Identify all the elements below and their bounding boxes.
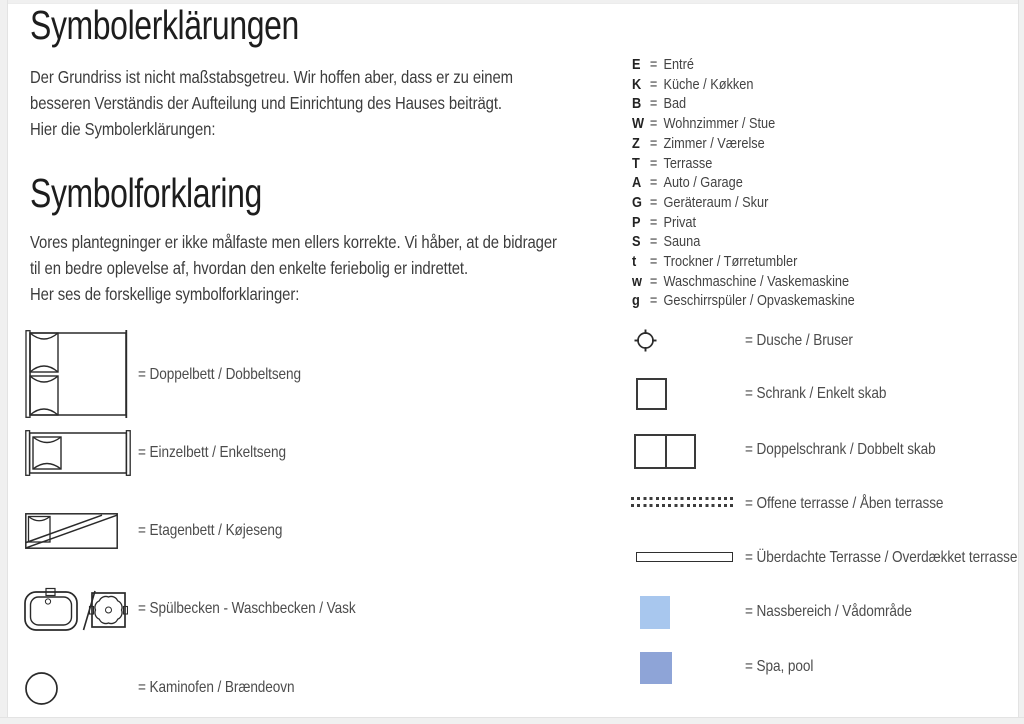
room-code-label: Privat [663, 213, 697, 231]
legend-label-open-terrace: = Offene terrasse / Åben terrasse [745, 495, 944, 512]
equals-sign: = [649, 213, 658, 231]
room-code-letter: E [632, 56, 641, 73]
room-code-letter: K [632, 75, 642, 93]
open-terrace-icon [631, 497, 734, 507]
room-code-row [632, 252, 855, 272]
room-code-label: Geschirrspüler / Opvaskemaskine [663, 292, 855, 310]
room-code-letter: g [632, 292, 640, 310]
german-intro-line: Der Grundriss ist nicht maßstabsgetreu. Wir hoffen aber, dass er zu einem [30, 67, 513, 87]
double-closet-icon [634, 434, 696, 469]
room-code-label: Waschmaschine / Vaskemaskine [663, 272, 850, 290]
legend-label-covered-terrace: = Überdachte Terrasse / Overdækket terrasse [745, 549, 1018, 566]
room-code-letter: A [632, 174, 642, 192]
page-edge-left [0, 0, 8, 724]
page-edge-bottom [0, 717, 1024, 724]
room-code-letter: Z [632, 134, 640, 152]
danish-intro-line: til en bedre oplevelse af, hvordan den enkelte feriebolig er indrettet. [30, 258, 469, 278]
single-bed-icon [25, 430, 131, 476]
danish-intro-line: Her ses de forskellige symbolforklaringer: [30, 284, 300, 304]
legend-label-double-closet: = Doppelschrank / Dobbelt skab [745, 441, 936, 458]
equals-sign: = [649, 253, 658, 271]
room-code-row [632, 232, 855, 252]
equals-sign: = [649, 292, 658, 310]
wood-stove-icon [24, 671, 60, 707]
equals-sign: = [649, 272, 658, 290]
page-edge-right [1018, 0, 1024, 724]
room-code-letter: B [632, 95, 642, 113]
room-code-row [632, 173, 855, 193]
legend-label-single-bed: = Einzelbett / Enkeltseng [138, 444, 286, 461]
equals-sign: = [649, 154, 658, 172]
room-code-letter: t [632, 253, 637, 271]
room-code-row [632, 272, 855, 292]
room-code-label: Sauna [663, 233, 701, 251]
legend-label-bunk-bed: = Etagenbett / Køjeseng [138, 522, 283, 539]
double-bed-icon [25, 330, 128, 418]
legend-label-shower: = Dusche / Bruser [745, 332, 853, 349]
legend-label-wood-stove: = Kaminofen / Brændeovn [138, 679, 295, 696]
room-code-row [632, 94, 855, 114]
room-code-list [632, 55, 855, 311]
bunk-bed-icon [25, 513, 118, 549]
legend-label-sink: = Spülbecken - Waschbecken / Vask [138, 600, 356, 617]
room-code-label: Entré [663, 56, 694, 73]
german-intro-line: besseren Verständis der Aufteilung und Einrichtung des Hauses beiträgt. [30, 93, 502, 113]
equals-sign: = [649, 56, 658, 73]
legend-label-single-closet: = Schrank / Enkelt skab [745, 385, 887, 402]
legend-label-wet-area: = Nassbereich / Vådområde [745, 603, 912, 620]
danish-intro [30, 229, 557, 307]
room-code-letter: S [632, 233, 641, 251]
room-code-letter: P [632, 213, 641, 231]
room-code-row [632, 55, 855, 75]
equals-sign: = [649, 233, 658, 251]
closet-divider [665, 436, 667, 467]
room-code-row [632, 154, 855, 174]
room-code-row [632, 291, 855, 311]
room-code-row [632, 193, 855, 213]
room-code-row [632, 213, 855, 233]
room-code-label: Bad [663, 95, 687, 113]
room-code-label: Küche / Køkken [663, 75, 754, 93]
dotted-line [631, 497, 734, 500]
room-code-label: Auto / Garage [663, 174, 743, 192]
room-code-label: Geräteraum / Skur [663, 193, 769, 211]
room-code-row [632, 114, 855, 134]
room-code-label: Terrasse [663, 154, 713, 172]
equals-sign: = [649, 95, 658, 113]
room-code-row [632, 75, 855, 95]
room-code-label: Zimmer / Værelse [663, 134, 765, 152]
room-code-letter: T [632, 154, 640, 172]
covered-terrace-icon [636, 552, 733, 562]
room-code-letter: W [632, 115, 645, 133]
equals-sign: = [649, 193, 658, 211]
room-code-label: Trockner / Tørretumbler [663, 253, 798, 271]
equals-sign: = [649, 75, 658, 93]
legend-label-spa-pool: = Spa, pool [745, 658, 814, 675]
german-intro [30, 64, 513, 142]
single-closet-icon [636, 378, 667, 410]
equals-sign: = [649, 174, 658, 192]
room-code-letter: G [632, 193, 642, 211]
legend-label-double-bed: = Doppelbett / Dobbeltseng [138, 366, 302, 383]
dotted-line [631, 504, 734, 507]
german-title: Symbolerklärungen [30, 2, 299, 48]
german-intro-line: Hier die Symbolerklärungen: [30, 119, 216, 139]
sink-washbasin-icon [24, 587, 128, 631]
room-code-row [632, 134, 855, 154]
room-code-letter: w [632, 272, 642, 290]
equals-sign: = [649, 115, 658, 133]
equals-sign: = [649, 134, 658, 152]
danish-title: Symbolforklaring [30, 170, 262, 216]
wet-area-icon [640, 596, 670, 629]
danish-intro-line: Vores plantegninger er ikke målfaste men ellers korrekte. Vi håber, at de bidrager [30, 232, 557, 252]
shower-icon [634, 329, 657, 352]
room-code-label: Wohnzimmer / Stue [663, 115, 776, 133]
spa-pool-icon [640, 652, 672, 684]
